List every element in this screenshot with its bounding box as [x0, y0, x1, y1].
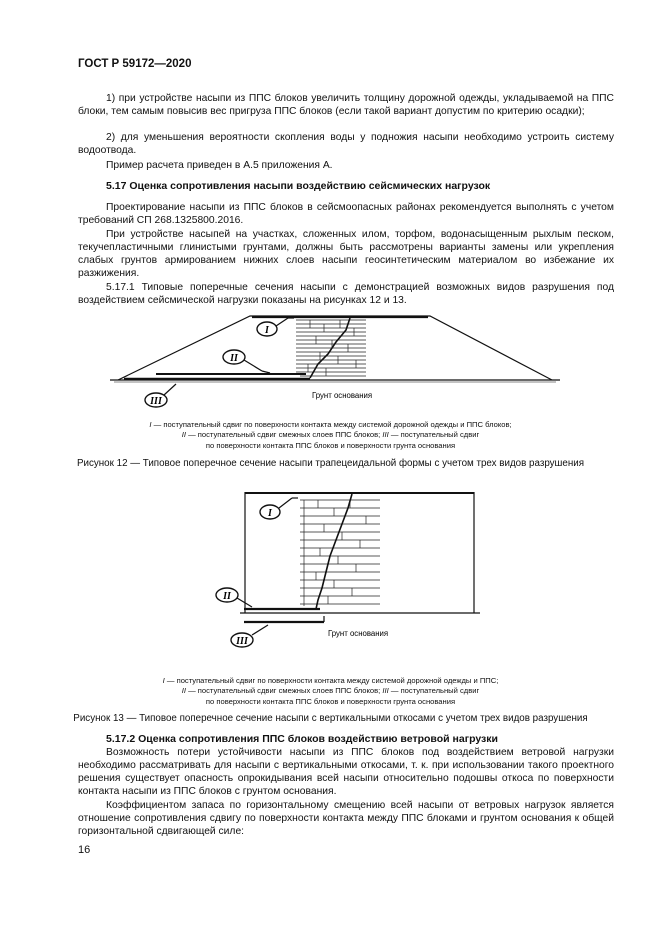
fig13-legend-line-2: — поступательный сдвиг смежных слоев ППС блоков;: [185, 686, 383, 696]
figure-13-title: Рисунок 13 — Типовое поперечное сечение насыпи с вертикальными откосами с учетом трех видов разрушения: [73, 713, 588, 724]
fig13-legend-sym-I: I: [162, 676, 165, 685]
pps-block-layers: [296, 320, 366, 376]
fig12-legend-line-2b: — поступательный сдвиг: [388, 430, 480, 440]
section-5-17-heading: 5.17 Оценка сопротивления насыпи воздействию сейсмических нагрузок: [106, 180, 491, 192]
figure-12-legend: [0, 420, 661, 451]
paragraph-4: Проектирование насыпи из ППС блоков в сейсмоопасных районах рекомендуется выполнять с учетом требований СП 268.1325800.2016.: [78, 202, 614, 227]
fig12-legend-sym-III: III: [382, 430, 389, 440]
fig12-label-III: III: [150, 396, 162, 407]
paragraph-8: Коэффициентом запаса по горизонтальному смещению всей насыпи от ветровых нагрузок является отношение сопротивления сдвигу по поверхности контакта между ППС блоками и грунтом основания к общей горизонтальной сдвигающей силе:: [78, 800, 614, 838]
figure-13-diagram: [200, 488, 490, 650]
fig12-label-I: I: [265, 325, 269, 336]
fig13-legend-sym-III: III: [382, 686, 389, 696]
fig13-label-III: III: [236, 636, 248, 647]
fig12-legend-line-3: по поверхности контакта ППС блоков и поверхности грунта основания: [205, 440, 456, 450]
paragraph-6: 5.17.1 Типовые поперечные сечения насыпи с демонстрацией возможных видов разрушения под воздействием сейсмической нагрузки показаны на рисунках 12 и 13.: [78, 282, 614, 307]
figure-13-legend: [0, 676, 661, 707]
paragraph-1: 1) при устройстве насыпи из ППС блоков увеличить толщину дорожной одежды, укладываемой на ППС блоки, тем самым повысив вес пригруза ППС блоков (если такой вариант допустим по критерию осадки);: [78, 93, 614, 118]
fig13-legend-line-1: — поступательный сдвиг по поверхности контакта между системой дорожной одежды и ППС;: [164, 676, 499, 685]
paragraph-5: При устройстве насыпей на участках, сложенных илом, торфом, водонасыщенным рыхлым песком, текучепластичными глинистыми грунтами, должны быть рассмотрены варианты замены или укрепления слабых грунтов армированием нижних слоев насыпи геосинтетическим материалом во избежание их разжижения.: [78, 229, 614, 280]
fig13-label-I: I: [268, 508, 272, 519]
fig13-ground-label: Грунт основания: [328, 629, 389, 638]
fig12-label-II: II: [230, 353, 238, 364]
fig13-legend-line-3: по поверхности контакта ППС блоков и поверхности грунта основания: [205, 696, 456, 706]
fig12-ground-label: Грунт основания: [312, 391, 373, 400]
page-number: 16: [78, 844, 91, 856]
fig12-legend-sym-II: II: [181, 430, 186, 440]
fig12-legend-line-2: — поступательный сдвиг смежных слоев ППС блоков;: [185, 430, 383, 440]
figure-12-diagram: [110, 308, 560, 418]
pps-block-rows: [300, 500, 380, 604]
figure-12-title: Рисунок 12 — Типовое поперечное сечение насыпи трапецеидальной формы с учетом трех видов разрушения: [76, 458, 585, 469]
document-header: ГОСТ Р 59172—2020: [78, 58, 192, 70]
paragraph-7: Возможность потери устойчивости насыпи из ППС блоков под воздействием ветровой нагрузки необходимо рассматривать для насыпи с вертикальными откосами, т. к. при использовании такого проектного решения существует опасность опрокидывания всей насыпи относительно подошвы откоса по поверхности контакта насыпи из ППС блоков с грунтом основания.: [78, 747, 614, 798]
section-5-17-2-heading: 5.17.2 Оценка сопротивления ППС блоков воздействию ветровой нагрузки: [106, 733, 498, 745]
fig13-legend-sym-II: II: [181, 686, 186, 696]
fig13-legend-line-2b: — поступательный сдвиг: [388, 686, 480, 696]
paragraph-2: 2) для уменьшения вероятности скопления воды у подножия насыпи необходимо устроить систему водоотвода.: [78, 132, 614, 157]
fig13-label-II: II: [223, 591, 231, 602]
paragraph-3: Пример расчета приведен в А.5 приложения А.: [106, 160, 333, 171]
fig12-legend-sym-I: I: [149, 420, 152, 429]
fig12-legend-line-1: — поступательный сдвиг по поверхности контакта между системой дорожной одежды и ППС блоков;: [151, 420, 512, 429]
